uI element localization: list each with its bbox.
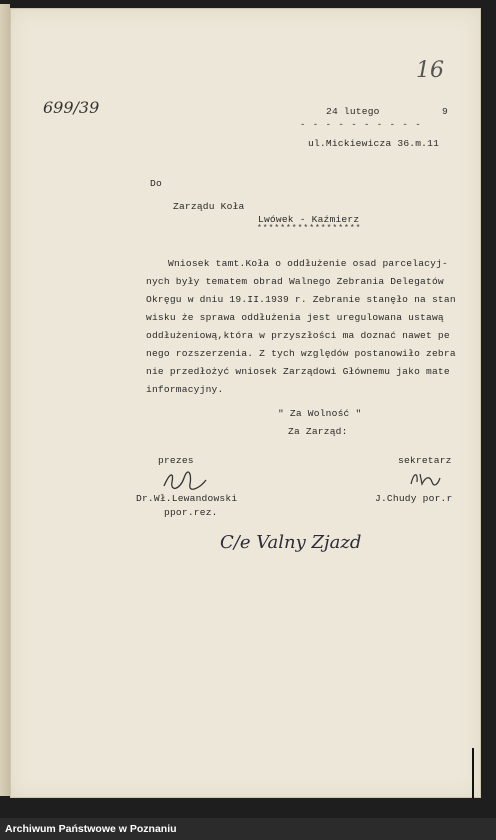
signature-right-title: sekretarz (398, 455, 452, 466)
signature-right-name: J.Chudy por.r (375, 493, 453, 504)
archive-footer (0, 818, 496, 840)
signature-left-name: Dr.Wł.Lewandowski (136, 493, 238, 504)
letter-date: 24 lutego (326, 106, 380, 117)
recipient-to: Do (150, 178, 162, 189)
body-line: nych były tematem obrad Walnego Zebrania Delegatów (146, 276, 444, 287)
letter-year-digit: 9 (442, 106, 448, 117)
closing-for-board: Za Zarząd: (288, 426, 348, 437)
body-line: informacyjny. (146, 384, 224, 395)
signature-right-scribble (408, 468, 442, 490)
recipient-underline: ****************** (257, 224, 362, 233)
recipient-line2: Lwówek - Kaźmierz (258, 214, 360, 225)
page-number-handwritten: 16 (416, 58, 444, 83)
edge-mark (472, 748, 474, 798)
signature-left-rank: ppor.rez. (164, 507, 218, 518)
body-line: oddłużeniową,która w przyszłości ma doznać nawet pe (146, 330, 450, 341)
archive-footer-text: Archiwum Państwowe w Poznaniu (5, 823, 177, 835)
signature-left-title: prezes (158, 455, 194, 466)
body-line: nego rozszerzenia. Z tych względów postanowiło zebra (146, 348, 456, 359)
closing-motto: " Za Wolność " (278, 408, 362, 419)
sender-address: ul.Mickiewicza 36.m.11 (308, 138, 440, 149)
recipient-line1: Zarządu Koła (173, 201, 245, 212)
reference-number-handwritten: 699/39 (43, 98, 100, 117)
body-line: Wniosek tamt.Koła o oddłużenie osad parcelacyj- (168, 258, 448, 269)
body-line: Okręgu w dniu 19.II.1939 r. Zebranie stanęło na stan (146, 294, 456, 305)
signature-left-scribble (160, 468, 210, 494)
document-page (10, 8, 481, 798)
body-line: nie przedłożyć wniosek Zarządowi Głównemu jako mate (146, 366, 450, 377)
date-underline: - - - - - - - - - - (300, 120, 422, 130)
handwritten-note: C/e Valny Zjazd (220, 532, 362, 553)
body-line: wisku że sprawa oddłużenia jest uregulowana ustawą (146, 312, 444, 323)
page-edge (0, 4, 10, 796)
